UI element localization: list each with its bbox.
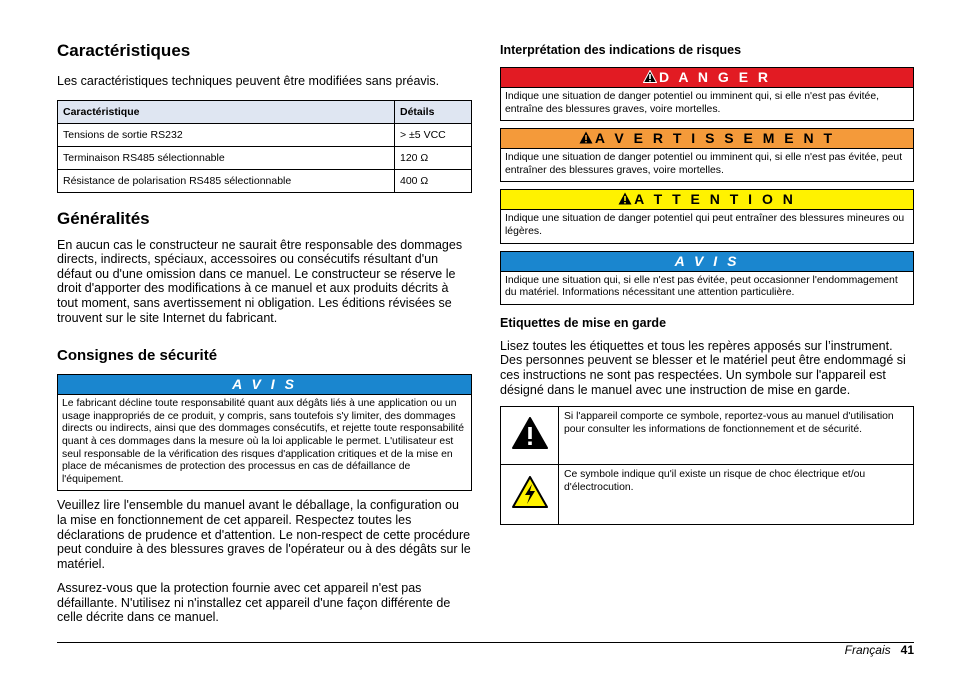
table-cell: Tensions de sortie RS232 bbox=[58, 123, 395, 146]
specs-table bbox=[57, 100, 472, 193]
symbols-table bbox=[500, 406, 914, 525]
table-cell: > ±5 VCC bbox=[395, 123, 472, 146]
page-footer bbox=[845, 643, 914, 657]
caution-text: Indique une situation de danger potentiel qui peut entraîner des blessures mineures ou légères. bbox=[505, 213, 905, 237]
left-column bbox=[57, 40, 472, 625]
safety-paragraph-1: Veuillez lire l'ensemble du manuel avant le déballage, la configuration ou la mise en fonctionnement de cet appareil. Respectez toutes les déclarations de prudence et d'attention. Le non-respect de cette procédure peut conduire à des blessures graves de l'opérateur ou à des dégâts sur le matériel. bbox=[57, 498, 471, 571]
symbol-cell bbox=[501, 465, 559, 525]
safety-paragraph-2: Assurez-vous que la protection fournie avec cet appareil n'est pas défaillante. N'utilisez ni n'installez cet appareil d'une façon différente de celle décrite dans ce manuel. bbox=[57, 581, 451, 625]
caution-box bbox=[500, 189, 914, 243]
hazard-section-title: Interprétation des indications de risques bbox=[500, 43, 742, 57]
table-row bbox=[501, 407, 914, 465]
notice-text: Le fabricant décline toute responsabilité quant aux dégâts liés à une application ou un usage inappropriés de ce produit, y compris, sans toutefois s'y limiter, des dommages directs ou indirects, ainsi que des dommages consécutifs, et rejette toute responsabilité quant à ces dommages dans la mesure où la loi applicable le permet. L'utilisateur est seul responsable de la vérification des risques d'application critiques et de la mise en place de mécanismes de protection des processus en cas de défaillance de l'équipement. bbox=[62, 398, 464, 485]
warning-box bbox=[500, 128, 914, 182]
warning-triangle-icon bbox=[512, 417, 548, 449]
notice-banner: A V I S bbox=[58, 375, 471, 395]
footer-divider bbox=[57, 642, 914, 643]
danger-banner bbox=[501, 68, 913, 88]
right-column bbox=[500, 40, 914, 525]
danger-label: D A N G E R bbox=[658, 69, 772, 85]
symbol-cell bbox=[501, 407, 559, 465]
symbol-description: Si l'appareil comporte ce symbole, reportez-vous au manuel d'utilisation pour consulter les informations de fonctionnement et de sécurité. bbox=[559, 407, 914, 465]
footer-language: Français bbox=[844, 643, 891, 657]
electric-shock-icon bbox=[512, 476, 548, 508]
table-row bbox=[58, 146, 472, 169]
table-cell: 120 Ω bbox=[395, 146, 472, 169]
caution-banner bbox=[501, 190, 913, 210]
table-cell: Résistance de polarisation RS485 sélectionnable bbox=[58, 169, 395, 192]
notice-box-right bbox=[500, 251, 914, 305]
specs-intro: Les caractéristiques techniques peuvent être modifiées sans préavis. bbox=[57, 74, 440, 88]
warning-triangle-icon bbox=[579, 131, 593, 144]
section-title-generalites: Généralités bbox=[57, 208, 150, 228]
table-cell: 400 Ω bbox=[395, 169, 472, 192]
warning-banner bbox=[501, 129, 913, 149]
notice-banner-right: A V I S bbox=[501, 252, 913, 272]
danger-text: Indique une situation de danger potentiel ou imminent qui, si elle n'est pas évitée, entraîne des blessures graves, voire mortelles. bbox=[505, 91, 879, 115]
specs-table-header bbox=[58, 100, 472, 123]
warning-label: A V E R T I S S E M E N T bbox=[594, 130, 836, 147]
caution-label: A T T E N T I O N bbox=[634, 191, 796, 208]
notice-text-right: Indique une situation qui, si elle n'est pas évitée, peut occasionner l'endommagement du matériel. Informations nécessitant une attention particulière. bbox=[505, 274, 898, 299]
table-row bbox=[58, 169, 472, 192]
warning-triangle-icon bbox=[618, 192, 632, 205]
warning-text: Indique une situation de danger potentiel ou imminent qui, si elle n'est pas évitée, peut entraîner des blessures graves, voire mortelles. bbox=[505, 152, 903, 176]
warning-triangle-icon bbox=[643, 70, 657, 83]
table-row bbox=[58, 123, 472, 146]
section-title-caracteristiques: Caractéristiques bbox=[57, 41, 191, 60]
table-cell: Terminaison RS485 sélectionnable bbox=[58, 146, 395, 169]
general-text: En aucun cas le constructeur ne saurait être responsable des dommages directs, indirects, spéciaux, accessoires ou consécutifs résultant d'un défaut ou d'une omission dans ce manuel. Le constructeur se réserve le droit d'apporter des modifications à ce manuel et aux produits décrits à tout moment, sans avertissement ni obligation. Les éditions révisées se trouvent sur le site Internet du fabricant. bbox=[57, 237, 463, 325]
danger-box bbox=[500, 67, 914, 121]
table-header-cell: Caractéristique bbox=[58, 100, 395, 123]
table-header-cell: Détails bbox=[395, 100, 472, 123]
labels-text: Lisez toutes les étiquettes et tous les repères apposés sur l’instrument. Des personnes peuvent se blesser et le matériel peut être endommagé si ces instructions ne sont pas respectées. Un symbole sur l'appareil est désigné dans le manuel avec une instruction de mise en garde. bbox=[500, 338, 906, 397]
section-title-securite: Consignes de sécurité bbox=[57, 347, 218, 365]
page-number: 41 bbox=[900, 643, 914, 657]
notice-box bbox=[57, 374, 472, 491]
table-row bbox=[501, 465, 914, 525]
labels-section-title: Etiquettes de mise en garde bbox=[500, 315, 667, 330]
symbol-description: Ce symbole indique qu'il existe un risque de choc électrique et/ou d'électrocution. bbox=[559, 465, 914, 525]
